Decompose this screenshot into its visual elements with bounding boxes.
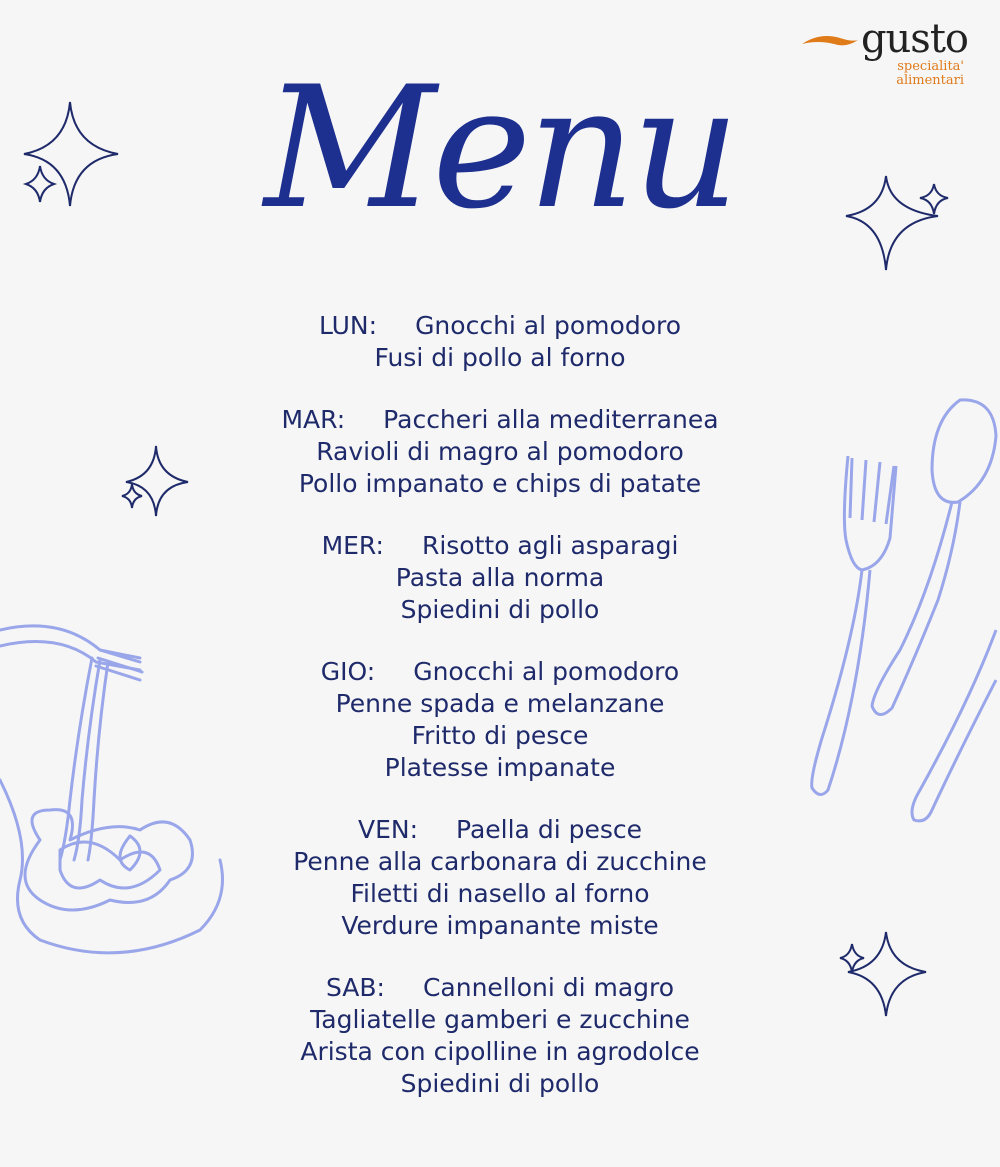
logo-tagline-1: specialita'	[897, 59, 964, 74]
day-code: GIO:	[320, 657, 376, 686]
menu-dish: Fritto di pesce	[411, 721, 589, 750]
menu-dish: Gnocchi al pomodoro	[415, 311, 682, 340]
menu-dish: Platesse impanate	[384, 753, 616, 782]
menu-dish: Pollo impanato e chips di patate	[298, 469, 702, 498]
menu-day-first-line	[0, 656, 1000, 688]
menu-dish: Tagliatelle gamberi e zucchine	[310, 1005, 690, 1034]
day-code: MAR:	[281, 405, 346, 434]
menu-dish: Risotto agli asparagi	[421, 531, 679, 560]
menu-day-first-line	[0, 404, 1000, 436]
menu-dish: Penne spada e melanzane	[335, 689, 665, 718]
menu-dish: Fusi di pollo al forno	[374, 343, 626, 372]
menu-day	[0, 310, 1000, 374]
day-code: MER:	[321, 531, 384, 560]
menu-dish: Spiedini di pollo	[400, 1069, 600, 1098]
menu-day	[0, 814, 1000, 942]
menu-dish: Pasta alla norma	[395, 563, 605, 592]
menu-dish: Paella di pesce	[456, 815, 642, 844]
menu-dish: Verdure impanante miste	[341, 911, 659, 940]
menu-dish: Arista con cipolline in agrodolce	[300, 1037, 700, 1066]
menu-dish: Ravioli di magro al pomodoro	[316, 437, 684, 466]
sparkle-icon	[18, 98, 128, 213]
menu-dish: Filetti di nasello al forno	[350, 879, 650, 908]
logo-swoosh-icon	[800, 30, 860, 54]
menu-dish: Paccheri alla mediterranea	[383, 405, 719, 434]
day-code: VEN:	[357, 815, 419, 844]
page-title: Menu	[264, 50, 736, 246]
menu-day-first-line	[0, 530, 1000, 562]
day-code: SAB:	[325, 973, 385, 1002]
menu-day	[0, 972, 1000, 1100]
menu-dish: Spiedini di pollo	[400, 595, 600, 624]
menu-day	[0, 530, 1000, 626]
menu-day-first-line	[0, 814, 1000, 846]
menu-dish: Penne alla carbonara di zucchine	[293, 847, 707, 876]
logo-tagline-2: alimentari	[896, 73, 964, 88]
menu-dish: Gnocchi al pomodoro	[413, 657, 680, 686]
logo-word: gusto	[860, 16, 968, 62]
menu-day-first-line	[0, 310, 1000, 342]
menu-day-first-line	[0, 972, 1000, 1004]
sparkle-icon	[842, 170, 957, 275]
menu-dish: Cannelloni di magro	[422, 973, 675, 1002]
menu-day	[0, 404, 1000, 500]
weekly-menu	[0, 310, 1000, 1130]
day-code: LUN:	[318, 311, 378, 340]
menu-day	[0, 656, 1000, 784]
